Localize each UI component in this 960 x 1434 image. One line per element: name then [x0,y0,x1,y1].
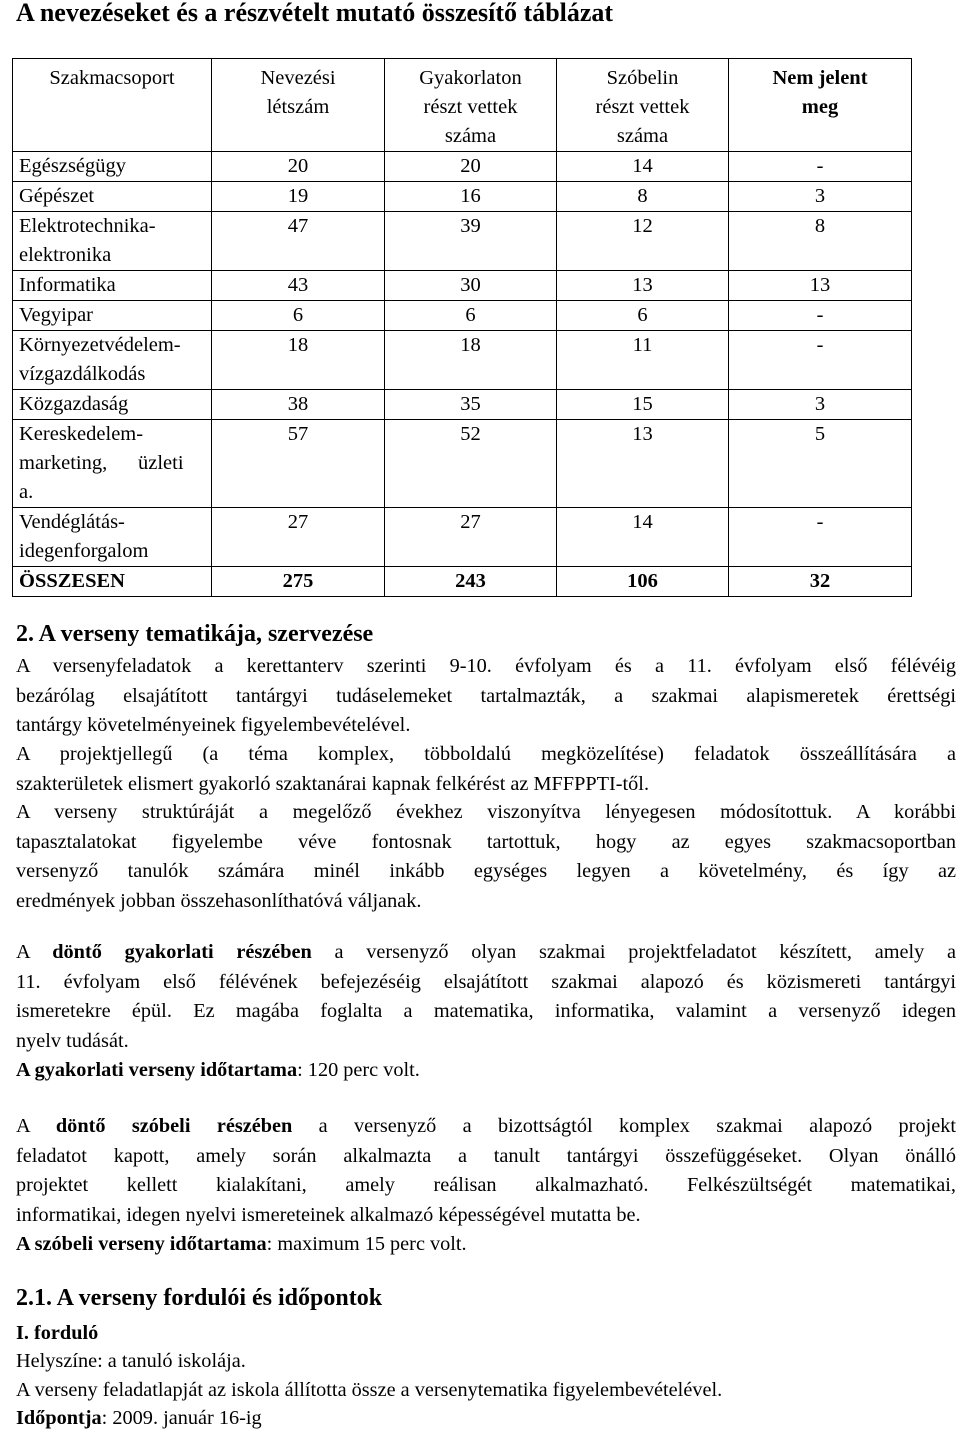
row-value: 8 [557,182,729,212]
paragraph-1: A versenyfeladatok a kerettanterv szerinti 9-10. évfolyam és a 11. évfolyam első félévéig bezárólag elsajátított tantárgyi tudáselemeket tartalmazták, a szakmai alapismeretek érettségi tantárgy követelményeinek figyelembevételével. [16,655,956,736]
row-value: 6 [212,301,385,331]
row-value: 6 [557,301,729,331]
row-value: 14 [557,508,729,567]
table-row [13,152,912,182]
row-value: 19 [212,182,385,212]
row-value: - [729,331,912,390]
venue-line: Helyszíne: a tanuló iskolája. [16,1350,246,1372]
table-row [13,331,912,390]
row-value: 30 [385,271,557,301]
row-category: Gépészet [13,182,212,212]
table-row [13,508,912,567]
table-row [13,420,912,508]
practical-duration-bold: A gyakorlati verseny időtartama [16,1059,298,1081]
paragraph-5: A döntő szóbeli részében a versenyző a bizottságtól komplex szakmai alapozó projekt feladatot kapott, amely során alkalmazta a tanult tantárgyi összefüggéseket. Olyan önálló projektet kellett kialakítani, amely reálisan alkalmazható. Felkészültségét matematikai, informatikai, idegen nyelvi ismereteinek alkalmazó képességével mutatta be. A szóbeli verseny időtartama: maximum 15 perc volt. [16,1115,956,1255]
column-header: Gyakorlaton részt vettek száma [385,59,557,152]
oral-duration-bold: A szóbeli verseny időtartama [16,1233,267,1255]
row-value: - [729,301,912,331]
row-category: Környezetvédelem- vízgazdálkodás [13,331,212,390]
section-2-heading: 2. A verseny tematikája, szervezése [16,621,374,647]
table-row [13,301,912,331]
oral-part-bold: döntő szóbeli részében [55,1115,293,1137]
table-header-row [13,59,912,152]
row-value: 20 [212,152,385,182]
row-value: 15 [557,390,729,420]
table-row [13,212,912,271]
paragraph-4: A döntő gyakorlati részében a versenyző olyan szakmai projektfeladatot készített, amely a 11. évfolyam első félévének befejezéséig elsajátított szakmai alapozó és közismereti tantárgyi ismeretekre épül. Ez magába foglalta a matematika, informatika, valamint a versenyző idegen nyelv tudását. A gyakorlati verseny időtartama: 120 perc volt. [16,941,956,1081]
row-value: 18 [212,331,385,390]
row-value: - [729,152,912,182]
column-header: Szakmacsoport [13,59,212,152]
row-value: 27 [212,508,385,567]
round-label: I. forduló [16,1322,99,1344]
row-value: 3 [729,390,912,420]
summary-table [12,58,912,597]
row-value: 18 [385,331,557,390]
column-header: Nevezési létszám [212,59,385,152]
page-title: A nevezéseket és a részvételt mutató összesítő táblázat [16,0,614,27]
row-value: 43 [212,271,385,301]
paragraph-3: A verseny struktúráját a megelőző évekhez viszonyítva lényegesen módosítottuk. A korábbi tapasztalatokat figyelembe véve fontosnak tartottuk, hogy az egyes szakmacsoportban versenyző tanulók számára minél inkább egységes legyen a követelmény, és így az eredmények jobban összehasonlíthatóvá váljanak. [16,801,956,912]
row-value: 13 [557,271,729,301]
table-row [13,182,912,212]
row-value: 13 [729,271,912,301]
row-category: Elektrotechnika- elektronika [13,212,212,271]
row-value: 47 [212,212,385,271]
row-value: 39 [385,212,557,271]
row-value: 3 [729,182,912,212]
row-value: 12 [557,212,729,271]
row-value: 11 [557,331,729,390]
row-category: Egészségügy [13,152,212,182]
row-category: Vendéglátás- idegenforgalom [13,508,212,567]
section-2-1-heading: 2.1. A verseny fordulói és időpontok [16,1285,383,1311]
row-value: 35 [385,390,557,420]
row-value: 27 [385,508,557,567]
row-value: 20 [385,152,557,182]
total-value: 243 [385,567,557,597]
table-row [13,390,912,420]
row-value: 14 [557,152,729,182]
row-value: 16 [385,182,557,212]
row-value: - [729,508,912,567]
row-category: Kereskedelem- marketing, üzleti a. [13,420,212,508]
row-value: 13 [557,420,729,508]
total-value: 275 [212,567,385,597]
total-label: ÖSSZESEN [13,567,212,597]
task-line: A verseny feladatlapját az iskola állította össze a versenytematika figyelembevételével. [16,1379,723,1401]
date-line: Időpontja: 2009. január 16-ig [16,1407,262,1429]
paragraph-2: A projektjellegű (a téma komplex, többoldalú megközelítése) feladatok összeállítására a szakterületek elismert gyakorló szaktanárai kapnak felkérést az MFFPPTI-től. [16,743,956,795]
row-value: 5 [729,420,912,508]
row-value: 57 [212,420,385,508]
column-header: Szóbelin részt vettek száma [557,59,729,152]
row-category: Közgazdaság [13,390,212,420]
total-row [13,567,912,597]
table-row [13,271,912,301]
row-category: Informatika [13,271,212,301]
row-value: 52 [385,420,557,508]
row-value: 8 [729,212,912,271]
row-category: Vegyipar [13,301,212,331]
row-value: 38 [212,390,385,420]
total-value: 32 [729,567,912,597]
total-value: 106 [557,567,729,597]
row-value: 6 [385,301,557,331]
column-header: Nem jelent meg [729,59,912,152]
practical-part-bold: döntő gyakorlati részében [52,941,312,963]
